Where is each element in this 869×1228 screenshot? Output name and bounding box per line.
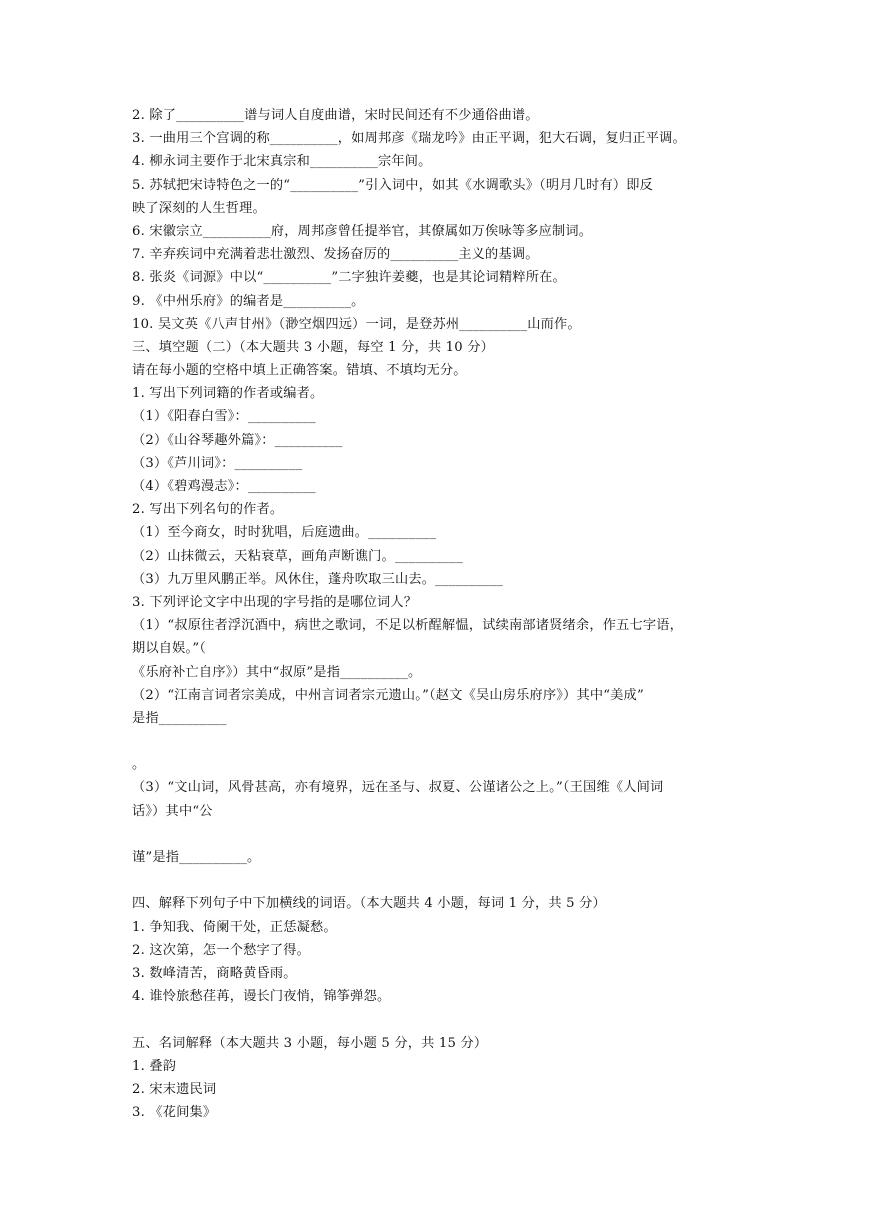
section5-item: 2. 宋末遗民词 (132, 1081, 217, 1097)
question-2-7: 7. 辛弃疾词中充满着悲壮激烈、发扬奋厉的__________主义的基调。 (132, 247, 539, 263)
question-2-9b: 9. 《中州乐府》的编者是__________。 (132, 293, 365, 309)
question-2-4: 4. 柳永词主要作于北宋真宗和__________宗年间。 (132, 154, 432, 170)
question-2-10: 10. 吴文英《八声甘州》（渺空烟四远）一词，是登苏州__________山而作。 (132, 316, 581, 332)
section2-items (132, 104, 772, 336)
section3-q1-item: （4）《碧鸡漫志》：__________ (132, 479, 316, 494)
section4-item: 2. 这次第，怎一个愁字了得。 (132, 942, 311, 958)
section3-q1-item: （3）《芦川词》：__________ (132, 455, 303, 471)
question-2-3: 3. 一曲用三个宫调的称__________，如周邦彦《瑞龙吟》由正平调，犯大石调，复归正平调。 (132, 131, 686, 147)
question-2-8: 8. 张炎《词源》中以“__________”二字独许姜夔，也是其论词精粹所在。 (132, 270, 566, 286)
section5-item: 1. 叠韵 (132, 1058, 177, 1074)
section3-q3-p1: 《乐府补亡自序》）其中“叔原”是指__________。 (132, 664, 422, 680)
section3-instruction: 请在每小题的空格中填上正确答案。错填、不填均无分。 (132, 363, 467, 379)
section4-item: 4. 谁怜旅愁荏苒，谩长门夜悄，锦筝弹怨。 (132, 989, 391, 1005)
spacer (132, 730, 772, 753)
section3-q3-title: 3. 下列评论文字中出现的字号指的是哪位词人？ (132, 594, 418, 610)
section3-q2-item: （1）至今商女，时时犹唱，后庭遗曲。__________ (132, 525, 437, 541)
section4-heading: 四、解释下列句子中下加横线的词语。（本大题共 4 小题，每词 1 分，共 5 分） (132, 896, 606, 912)
section3-q2-title: 2. 写出下列名句的作者。 (132, 502, 284, 518)
section3-q3-p1: （1）“叔原往者浮沉酒中，病世之歌词，不足以析酲解愠，试续南部诸贤绪余，作五七字语， (132, 618, 684, 634)
section5-item: 3. 《花间集》 (132, 1105, 217, 1121)
section3-q1-item: （1）《阳春白雪》：__________ (132, 409, 316, 425)
section3-q3-p2: 。 (132, 757, 146, 773)
section4 (132, 892, 772, 1008)
spacer (132, 1008, 772, 1031)
section3-q3-p2: （2）“江南言词者宗美成，中州言词者宗元遗山。”（赵文《吴山房乐府序》）其中“美成” (132, 687, 644, 703)
section5-heading: 五、名词解释（本大题共 3 小题，每小题 5 分，共 15 分） (132, 1035, 488, 1051)
section3-q3-p3: 话》）其中“公 (132, 803, 213, 819)
question-2-5: 5. 苏轼把宋诗特色之一的“__________”引入词中，如其《水调歌头》（明月几时有）即反 (132, 177, 653, 193)
section3-q1-title: 1. 写出下列词籍的作者或编者。 (132, 386, 324, 402)
section3-q2-item: （3）九万里风鹏正举。风休住，蓬舟吹取三山去。__________ (132, 571, 504, 587)
section3-q2-item: （2）山抹微云，天粘衰草，画角声断谯门。__________ (132, 548, 463, 564)
spacer (132, 869, 772, 892)
section3-q1-item: （2）《山谷琴趣外篇》：__________ (132, 432, 343, 448)
document-page (132, 104, 772, 1124)
question-2-6: 6. 宋徽宗立__________府，周邦彦曾任提举官，其僚属如万俟咏等多应制词。 (132, 223, 593, 239)
question-2-9: 2. 除了__________谱与词人自度曲谱，宋时民间还有不少通俗曲谱。 (132, 108, 539, 123)
spacer (132, 823, 772, 846)
section4-item: 1. 争知我、倚阑干处，正恁凝愁。 (132, 919, 337, 935)
section3 (132, 336, 772, 869)
section5 (132, 1032, 772, 1125)
section3-q3-p3: 谨”是指__________。 (132, 850, 261, 865)
section3-heading: 三、填空题（二）（本大题共 3 小题，每空 1 分，共 10 分） (132, 339, 495, 355)
section3-q3-p2: 是指__________ (132, 710, 227, 726)
question-2-5-cont: 映了深刻的人生哲理。 (132, 200, 266, 216)
section3-q3-p1: 期以自娱。”（ (132, 641, 207, 657)
section4-item: 3. 数峰清苦，商略黄昏雨。 (132, 965, 297, 981)
section3-q3-p3: （3）“文山词，风骨甚高，亦有境界，远在圣与、叔夏、公谨诸公之上。”（王国维《人间词 (132, 780, 664, 796)
